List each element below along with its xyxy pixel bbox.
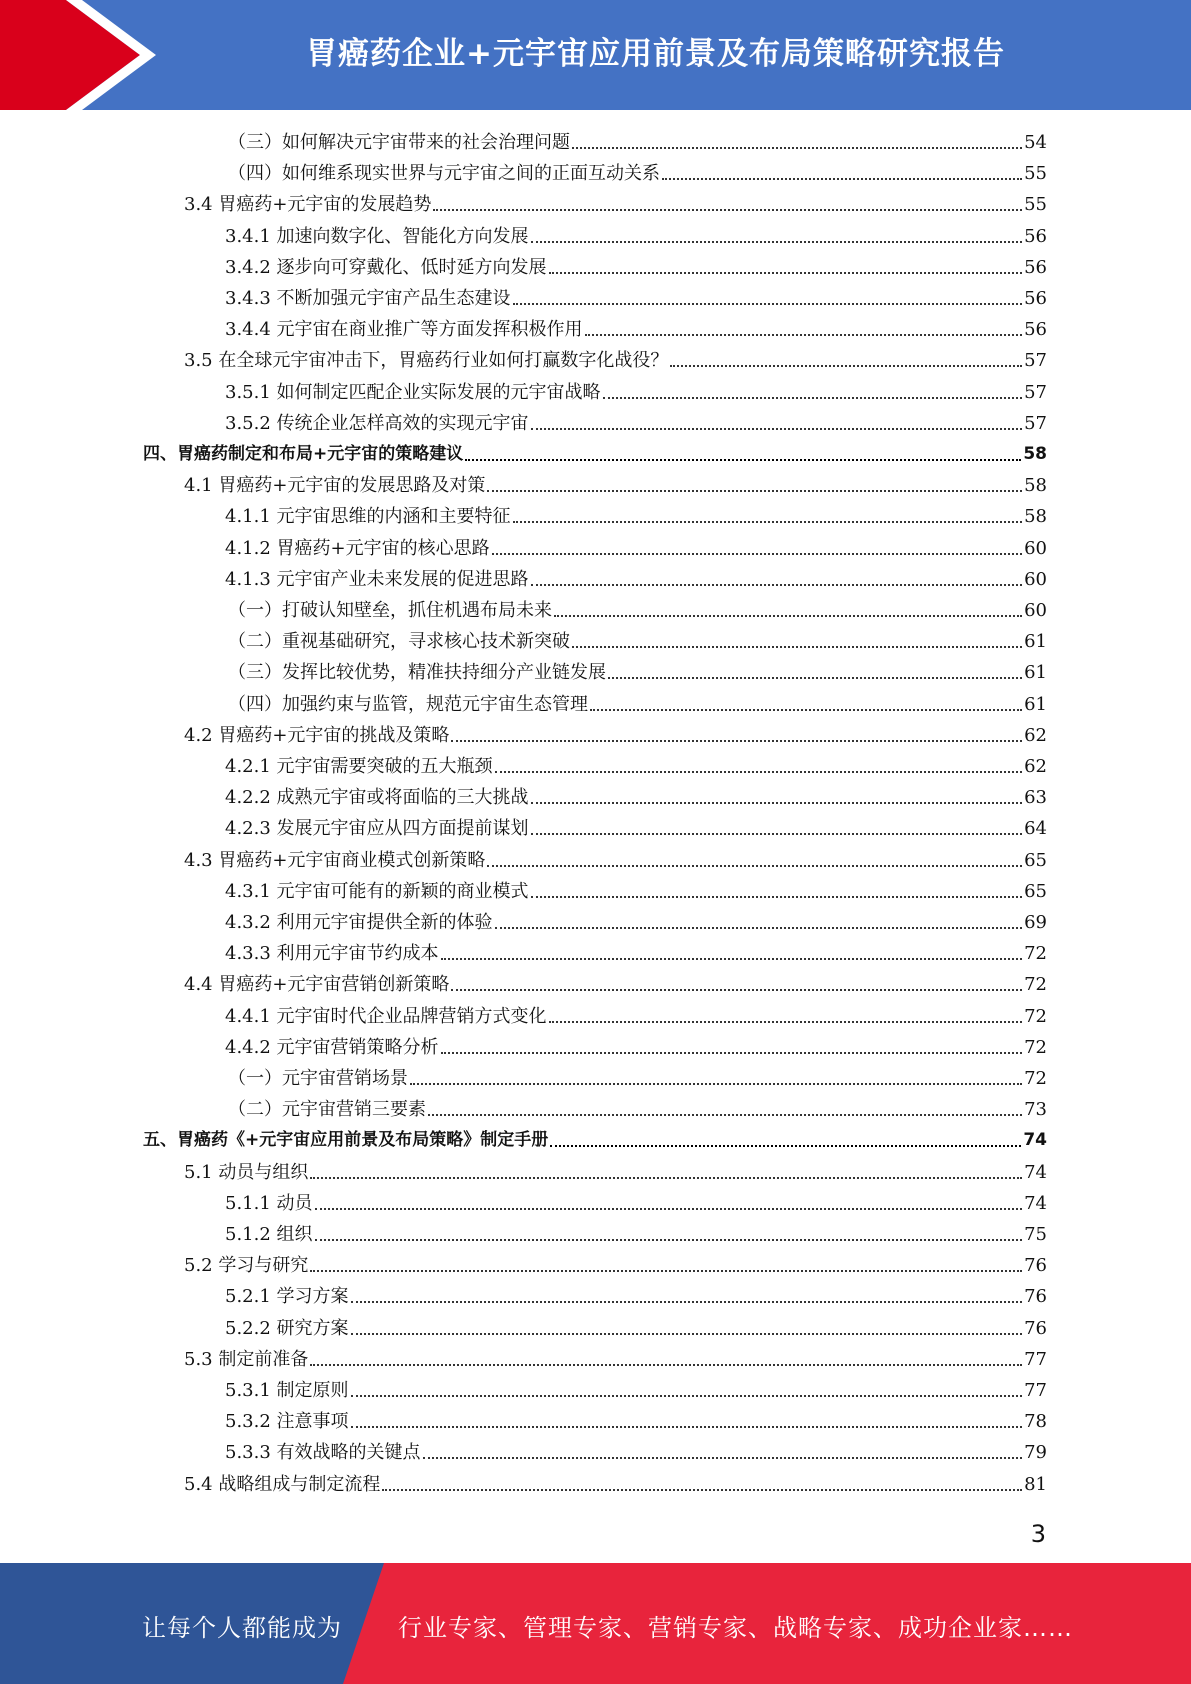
toc-entry[interactable]	[228, 127, 1047, 158]
toc-entry-label: 4.2.2 成熟元宇宙或将面临的三大挑战	[225, 787, 529, 809]
toc-entry-label: 5.2.2 研究方案	[225, 1317, 349, 1339]
toc-entry-label: （三）发挥比较优势，精准扶持细分产业链发展	[228, 662, 606, 684]
toc-entry[interactable]	[228, 595, 1047, 626]
toc-entry-label: （四）加强约束与监管，规范元宇宙生态管理	[228, 693, 588, 715]
toc-entry-label: 4.3.3 利用元宇宙节约成本	[225, 943, 439, 965]
toc-entry[interactable]	[184, 720, 1047, 751]
toc-entry-page: 54	[1024, 132, 1047, 153]
toc-entry-page: 77	[1024, 1348, 1047, 1370]
toc-dot-leader	[423, 1457, 1023, 1459]
toc-entry-page: 57	[1024, 381, 1047, 403]
toc-entry-label: 5.3.3 有效战略的关键点	[225, 1442, 421, 1464]
toc-entry-label: 5.2 学习与研究	[184, 1255, 309, 1277]
toc-dot-leader	[572, 646, 1022, 648]
toc-dot-leader	[315, 1239, 1023, 1241]
toc-dot-leader	[382, 1489, 1022, 1491]
toc-entry-page: 65	[1024, 849, 1047, 871]
toc-dot-leader	[410, 1083, 1022, 1085]
toc-entry[interactable]	[225, 564, 1047, 595]
toc-entry[interactable]	[184, 1250, 1047, 1281]
toc-entry-page: 58	[1024, 475, 1047, 497]
toc-entry[interactable]	[225, 782, 1047, 813]
toc-entry-page: 62	[1024, 724, 1047, 746]
toc-entry-page: 72	[1024, 1068, 1047, 1089]
toc-entry-label: 5.1 动员与组织	[184, 1161, 309, 1183]
toc-entry-page: 56	[1024, 288, 1047, 309]
toc-entry-page: 72	[1024, 1036, 1047, 1058]
toc-entry[interactable]	[225, 876, 1047, 907]
toc-entry-label: 4.3.2 利用元宇宙提供全新的体验	[225, 912, 493, 933]
toc-entry-page: 58	[1023, 444, 1047, 464]
toc-entry[interactable]	[225, 813, 1047, 844]
toc-dot-leader	[662, 178, 1022, 180]
toc-entry-page: 81	[1024, 1473, 1047, 1495]
toc-dot-leader	[310, 1364, 1022, 1366]
toc-dot-leader	[531, 896, 1023, 898]
toc-entry[interactable]	[184, 969, 1047, 1000]
toc-entry-label: 4.3.1 元宇宙可能有的新颖的商业模式	[225, 880, 529, 902]
toc-entry[interactable]	[225, 1406, 1047, 1437]
toc-entry[interactable]	[184, 189, 1047, 220]
toc-entry-page: 56	[1024, 225, 1047, 247]
toc-entry-label: 3.5.2 传统企业怎样高效的实现元宇宙	[225, 412, 529, 434]
toc-entry[interactable]	[228, 1063, 1047, 1094]
toc-entry-label: 4.4.1 元宇宙时代企业品牌营销方式变化	[225, 1005, 547, 1027]
toc-entry-page: 60	[1024, 537, 1047, 559]
toc-dot-leader	[603, 397, 1023, 399]
toc-entry-page: 60	[1024, 600, 1047, 621]
toc-entry-label: （一）元宇宙营销场景	[228, 1068, 408, 1089]
toc-entry-page: 72	[1024, 974, 1047, 996]
toc-entry-label: 5.4 战略组成与制定流程	[184, 1473, 381, 1495]
toc-entry-label: 四、胃癌药制定和布局+元宇宙的策略建议	[143, 444, 464, 464]
toc-entry-page: 78	[1024, 1411, 1047, 1433]
toc-entry[interactable]	[228, 657, 1047, 688]
toc-entry-label: 5.1.1 动员	[225, 1192, 313, 1214]
toc-entry-label: 4.4.2 元宇宙营销策略分析	[225, 1036, 439, 1058]
toc-entry-page: 55	[1024, 194, 1047, 216]
toc-entry-label: （二）元宇宙营销三要素	[228, 1099, 426, 1121]
toc-dot-leader	[513, 303, 1023, 305]
toc-entry-label: 4.1 胃癌药+元宇宙的发展思路及对策	[184, 475, 486, 497]
toc-entry-page: 72	[1024, 1005, 1047, 1027]
toc-entry[interactable]	[225, 1437, 1047, 1468]
toc-entry-page: 69	[1024, 912, 1047, 933]
toc-dot-leader	[433, 209, 1022, 211]
toc-dot-leader	[492, 553, 1022, 555]
toc-dot-leader	[531, 833, 1023, 835]
toc-dot-leader	[608, 677, 1022, 679]
toc-entry[interactable]	[184, 1344, 1047, 1375]
toc-entry-page: 73	[1024, 1099, 1047, 1121]
toc-dot-leader	[531, 584, 1023, 586]
toc-entry-page: 77	[1024, 1380, 1047, 1401]
toc-dot-leader	[531, 241, 1023, 243]
toc-entry-label: 4.2.1 元宇宙需要突破的五大瓶颈	[225, 756, 493, 777]
toc-dot-leader	[495, 771, 1023, 773]
footer-slogan-left: 让每个人都能成为	[142, 1614, 342, 1642]
toc-entry[interactable]	[143, 1125, 1047, 1156]
toc-dot-leader	[451, 740, 1022, 742]
toc-dot-leader	[550, 1145, 1021, 1147]
toc-entry[interactable]	[225, 1281, 1047, 1312]
toc-entry[interactable]	[228, 626, 1047, 657]
document-title: 胃癌药企业+元宇宙应用前景及布局策略研究报告	[306, 36, 1005, 72]
toc-entry-label: 4.2 胃癌药+元宇宙的挑战及策略	[184, 724, 450, 746]
toc-entry[interactable]	[225, 1188, 1047, 1219]
toc-entry[interactable]	[225, 533, 1047, 564]
toc-dot-leader	[310, 1177, 1022, 1179]
toc-entry[interactable]	[225, 221, 1047, 252]
toc-dot-leader	[428, 1114, 1022, 1116]
toc-dot-leader	[315, 1208, 1023, 1210]
toc-entry[interactable]	[225, 907, 1047, 938]
toc-entry-page: 57	[1024, 412, 1047, 434]
toc-entry-page: 76	[1024, 1255, 1047, 1277]
toc-entry[interactable]	[225, 751, 1047, 782]
toc-entry[interactable]	[184, 345, 1047, 376]
toc-entry-page: 75	[1024, 1224, 1047, 1245]
toc-entry-page: 64	[1024, 818, 1047, 840]
toc-entry-label: 4.1.2 胃癌药+元宇宙的核心思路	[225, 537, 490, 559]
toc-entry-label: （四）如何维系现实世界与元宇宙之间的正面互动关系	[228, 163, 660, 185]
toc-dot-leader	[487, 490, 1022, 492]
toc-entry-page: 56	[1024, 256, 1047, 278]
toc-dot-leader	[549, 1021, 1023, 1023]
toc-entry-label: 5.2.1 学习方案	[225, 1286, 349, 1308]
toc-entry-label: 3.4.1 加速向数字化、智能化方向发展	[225, 225, 529, 247]
toc-dot-leader	[310, 1270, 1022, 1272]
toc-entry-label: 4.2.3 发展元宇宙应从四方面提前谋划	[225, 818, 529, 840]
page-header	[0, 0, 1191, 110]
toc-entry-page: 57	[1024, 350, 1047, 372]
toc-entry[interactable]	[184, 1469, 1047, 1500]
toc-entry-label: 4.3 胃癌药+元宇宙商业模式创新策略	[184, 849, 486, 871]
toc-entry[interactable]	[225, 377, 1047, 408]
toc-entry-label: 4.4 胃癌药+元宇宙营销创新策略	[184, 974, 450, 996]
toc-entry[interactable]	[143, 439, 1047, 470]
footer-slogan-right: 行业专家、管理专家、营销专家、战略专家、成功企业家……	[398, 1614, 1073, 1642]
toc-entry-label: （一）打破认知壁垒，抓住机遇布局未来	[228, 600, 552, 621]
toc-entry[interactable]	[225, 314, 1047, 345]
toc-entry-label: （三）如何解决元宇宙带来的社会治理问题	[228, 132, 570, 153]
toc-dot-leader	[495, 927, 1023, 929]
header-arrow-decoration	[0, 0, 160, 110]
toc-entry-page: 74	[1024, 1161, 1047, 1183]
toc-dot-leader	[670, 365, 1022, 367]
toc-entry[interactable]	[225, 1032, 1047, 1063]
toc-dot-leader	[351, 1333, 1023, 1335]
toc-entry-page: 60	[1024, 568, 1047, 590]
toc-entry-label: 5.3.1 制定原则	[225, 1380, 349, 1401]
toc-entry[interactable]	[184, 845, 1047, 876]
toc-entry-page: 61	[1024, 662, 1047, 684]
toc-entry[interactable]	[225, 1375, 1047, 1406]
toc-entry-label: 4.1.1 元宇宙思维的内涵和主要特征	[225, 506, 511, 528]
toc-dot-leader	[585, 334, 1023, 336]
toc-entry-page: 56	[1024, 319, 1047, 341]
toc-dot-leader	[531, 802, 1023, 804]
page-number: 3	[1030, 1520, 1046, 1548]
toc-dot-leader	[590, 709, 1022, 711]
toc-entry-page: 79	[1024, 1442, 1047, 1464]
toc-entry-label: （二）重视基础研究，寻求核心技术新突破	[228, 631, 570, 653]
toc-entry[interactable]	[225, 1313, 1047, 1344]
toc-entry-label: 3.4.2 逐步向可穿戴化、低时延方向发展	[225, 256, 547, 278]
toc-entry-page: 63	[1024, 787, 1047, 809]
page-footer	[0, 1563, 1191, 1684]
toc-entry-page: 74	[1023, 1130, 1047, 1151]
toc-entry-label: 3.4 胃癌药+元宇宙的发展趋势	[184, 194, 432, 216]
toc-entry-label: 3.5 在全球元宇宙冲击下，胃癌药行业如何打赢数字化战役？	[184, 350, 669, 372]
toc-entry[interactable]	[225, 252, 1047, 283]
toc-entry-page: 61	[1024, 631, 1047, 653]
toc-entry[interactable]	[228, 158, 1047, 189]
toc-dot-leader	[441, 1052, 1023, 1054]
toc-dot-leader	[572, 147, 1022, 149]
toc-entry-label: 五、胃癌药《+元宇宙应用前景及布局策略》制定手册	[143, 1130, 549, 1151]
toc-entry[interactable]	[184, 1157, 1047, 1188]
toc-entry[interactable]	[225, 1219, 1047, 1250]
toc-entry[interactable]	[225, 283, 1047, 314]
toc-dot-leader	[465, 459, 1021, 461]
toc-entry-label: 5.3 制定前准备	[184, 1348, 309, 1370]
toc-entry[interactable]	[225, 408, 1047, 439]
toc-entry-label: 5.3.2 注意事项	[225, 1411, 349, 1433]
toc-entry[interactable]	[225, 501, 1047, 532]
toc-entry-page: 62	[1024, 756, 1047, 777]
toc-entry-page: 58	[1024, 506, 1047, 528]
toc-dot-leader	[531, 428, 1023, 430]
toc-dot-leader	[554, 615, 1022, 617]
toc-entry-page: 74	[1024, 1192, 1047, 1214]
toc-entry-label: 3.4.4 元宇宙在商业推广等方面发挥积极作用	[225, 319, 583, 341]
toc-entry-page: 65	[1024, 880, 1047, 902]
toc-entry-label: 5.1.2 组织	[225, 1224, 313, 1245]
toc-entry-label: 3.5.1 如何制定匹配企业实际发展的元宇宙战略	[225, 381, 601, 403]
toc-dot-leader	[451, 989, 1022, 991]
toc-dot-leader	[351, 1301, 1023, 1303]
toc-entry-page: 61	[1024, 693, 1047, 715]
toc-entry-page: 72	[1024, 943, 1047, 965]
toc-entry[interactable]	[184, 470, 1047, 501]
toc-entry-page: 76	[1024, 1317, 1047, 1339]
toc-entry-page: 76	[1024, 1286, 1047, 1308]
toc-entry[interactable]	[225, 938, 1047, 969]
toc-entry-page: 55	[1024, 163, 1047, 185]
toc-dot-leader	[351, 1426, 1023, 1428]
toc-entry-label: 3.4.3 不断加强元宇宙产品生态建设	[225, 288, 511, 309]
toc-dot-leader	[513, 521, 1023, 523]
toc-entry[interactable]	[225, 1001, 1047, 1032]
toc-dot-leader	[351, 1395, 1023, 1397]
toc-entry[interactable]	[228, 1094, 1047, 1125]
toc-dot-leader	[441, 958, 1023, 960]
toc-dot-leader	[549, 272, 1023, 274]
toc-entry[interactable]	[228, 689, 1047, 720]
toc-entry-label: 4.1.3 元宇宙产业未来发展的促进思路	[225, 568, 529, 590]
toc-dot-leader	[487, 865, 1022, 867]
